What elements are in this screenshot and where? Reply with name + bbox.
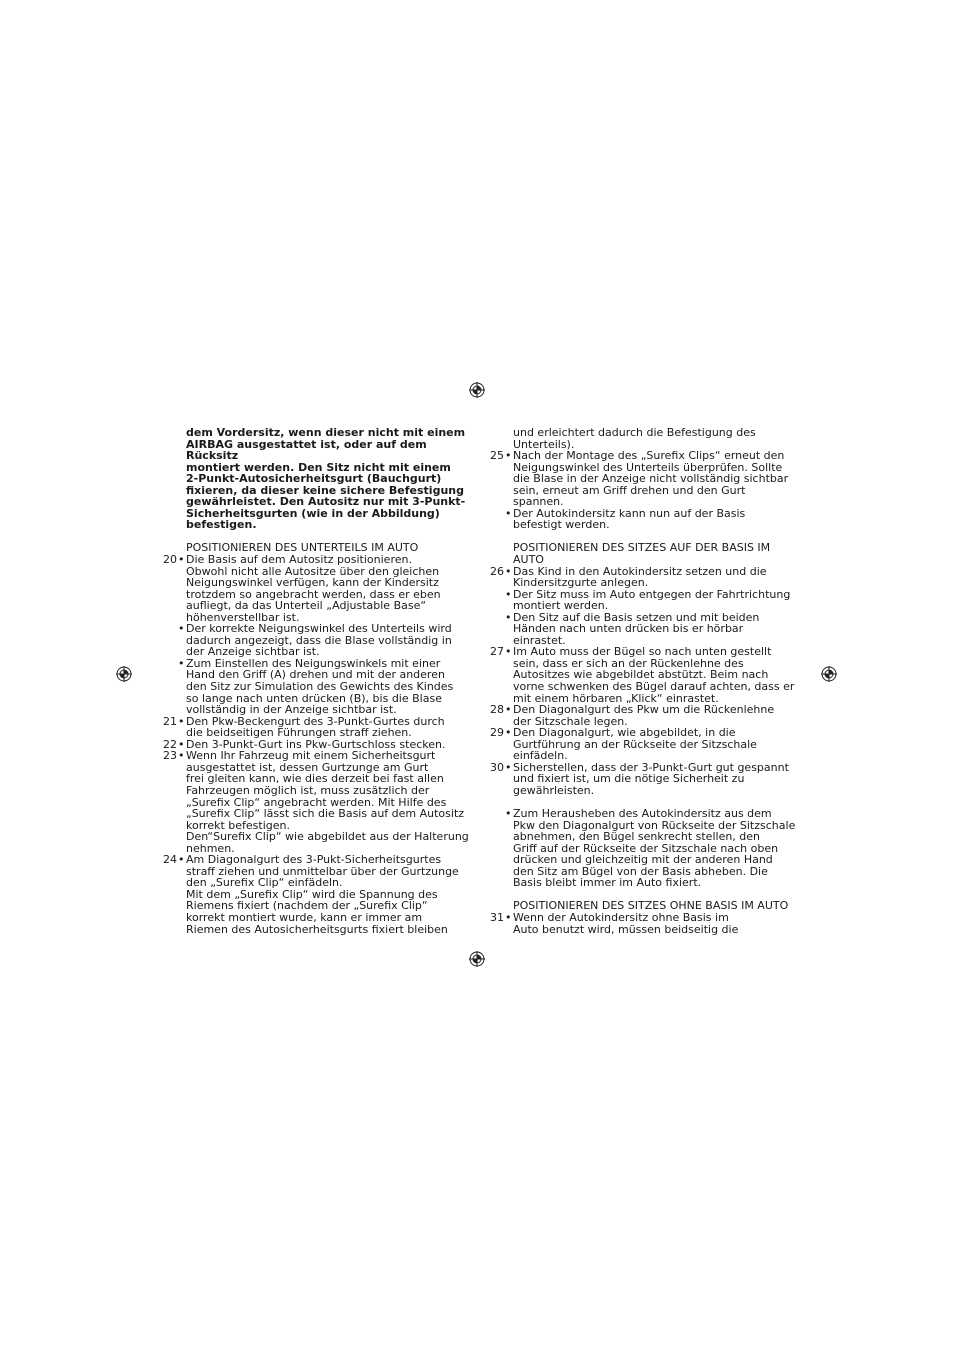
bullet-icon: •: [505, 449, 512, 463]
step-number: 31: [490, 910, 504, 924]
bullet-icon: •: [178, 749, 185, 763]
bullet-icon: •: [178, 656, 185, 670]
step-number: 27: [490, 645, 504, 659]
text-paragraph: [160, 716, 472, 739]
text-paragraph: [487, 912, 797, 935]
step-number: 22: [163, 737, 177, 751]
step-number: 20: [163, 553, 177, 567]
bullet-icon: •: [505, 807, 512, 821]
text-paragraph: [160, 854, 472, 935]
paragraph-text: POSITIONIEREN DES UNTERTEILS IM AUTO: [186, 541, 419, 555]
paragraph-text: Wenn der Autokindersitz ohne Basis im Auto benutzt wird, müssen beidseitig die: [513, 910, 739, 936]
bullet-icon: •: [505, 587, 512, 601]
text-paragraph: [160, 750, 472, 854]
right-text-column: [487, 427, 797, 935]
text-paragraph: [487, 566, 797, 589]
step-number: 21: [163, 714, 177, 728]
paragraph-text: Der korrekte Neigungswinkel des Unterteils wird dadurch angezeigt, dass die Blase vollständig in der Anzeige sichtbar ist.: [186, 622, 452, 659]
paragraph-text: Den Pkw-Beckengurt des 3-Punkt-Gurtes durch die beidseitigen Führungen straff ziehen.: [186, 714, 445, 740]
paragraph-text: Den 3-Punkt-Gurt ins Pkw-Gurtschloss stecken.: [186, 737, 446, 751]
paragraph-text: Sicherstellen, dass der 3-Punkt-Gurt gut gespannt und fixiert ist, um die nötige Sicherheit zu gewährleisten.: [513, 760, 789, 797]
text-paragraph: [487, 450, 797, 508]
step-number: 28: [490, 703, 504, 717]
text-paragraph: [487, 542, 797, 565]
paragraph-text: Wenn Ihr Fahrzeug mit einem Sicherheitsgurt ausgestattet ist, dessen Gurtzunge am Gurt frei gleiten kann, wie dies derzeit bei fast allen Fahrzeugen möglich ist, muss zusätzlich der „Surefix Clip“ angebracht werden. Mit Hilfe des „Surefix Clip“ lässt sich die Basis auf dem Autositz korrekt befestigen. Den“Surefix Clip“ wie abgebildet aus der Halterung nehmen.: [186, 749, 469, 855]
text-paragraph: [160, 554, 472, 623]
text-paragraph: [487, 808, 797, 889]
step-number: 25: [490, 449, 504, 463]
step-number: 30: [490, 760, 504, 774]
bullet-icon: •: [178, 622, 185, 636]
bullet-icon: •: [505, 564, 512, 578]
text-paragraph: [487, 727, 797, 762]
paragraph-text: Den Diagonalgurt, wie abgebildet, in die Gurtführung an der Rückseite der Sitzschale einfädeln.: [513, 726, 757, 763]
paragraph-text: Den Diagonalgurt des Pkw um die Rückenlehne der Sitzschale legen.: [513, 703, 775, 728]
text-paragraph: [487, 704, 797, 727]
text-paragraph: [160, 427, 472, 531]
text-paragraph: [487, 612, 797, 647]
bullet-icon: •: [178, 714, 185, 728]
registration-mark-icon: [469, 951, 485, 967]
paragraph-text: und erleichtert dadurch die Befestigung des Unterteils).: [513, 426, 756, 451]
paragraph-text: POSITIONIEREN DES SITZES OHNE BASIS IM AUTO: [513, 899, 789, 913]
paragraph-text: Zum Herausheben des Autokindersitz aus dem Pkw den Diagonalgurt von Rückseite der Sitzschale abnehmen, den Bügel senkrecht stellen, den Griff auf der Rückseite der Sitzschale nach oben drücken und gleichzeitig mit der anderen Hand den Sitz am Bügel von der Basis abheben. Die Basis bleibt immer im Auto fixiert.: [513, 807, 796, 890]
paragraph-text: Nach der Montage des „Surefix Clips“ erneut den Neigungswinkel des Unterteils überprüfen. Sollte die Blase in der Anzeige nicht vollständig sichtbar sein, erneut am Griff drehen und den Gurt spannen.: [513, 449, 789, 509]
paragraph-text: POSITIONIEREN DES SITZES AUF DER BASIS IM AUTO: [513, 541, 771, 567]
bullet-icon: •: [178, 737, 185, 751]
bullet-icon: •: [178, 553, 185, 567]
text-paragraph: [487, 508, 797, 531]
paragraph-text: Die Basis auf dem Autositz positionieren. Obwohl nicht alle Autositze über den gleichen Neigungswinkel verfügen, kann der Kindersitz trotzdem so angebracht werden, dass er eben aufliegt, da das Unterteil „Adjustable Base“ höhenverstellbar ist.: [186, 553, 441, 624]
step-number: 26: [490, 564, 504, 578]
text-paragraph: [487, 646, 797, 704]
bullet-icon: •: [505, 910, 512, 924]
paragraph-text: Zum Einstellen des Neigungswinkels mit einer Hand den Griff (A) drehen und mit der anderen den Sitz zur Simulation des Gewichts des Kindes so lange nach unten drücken (B), bis die Blase vollständig in der Anzeige sichtbar ist.: [186, 656, 454, 717]
left-text-column: [160, 427, 472, 935]
paragraph-text: Der Autokindersitz kann nun auf der Basis befestigt werden.: [513, 506, 746, 532]
bullet-icon: •: [505, 610, 512, 624]
bullet-icon: •: [505, 760, 512, 774]
bullet-icon: •: [505, 703, 512, 717]
paragraph-text: Im Auto muss der Bügel so nach unten gestellt sein, dass er sich an der Rückenlehne des Autositzes wie abgebildet abstützt. Beim nach vorne schwenken des Bügel darauf achten, dass er mit einem hörbaren „Klick“ einrastet.: [513, 645, 795, 705]
bullet-icon: •: [505, 645, 512, 659]
step-number: 29: [490, 726, 504, 740]
text-paragraph: [487, 589, 797, 612]
registration-mark-icon: [821, 666, 837, 682]
text-paragraph: [487, 762, 797, 797]
text-paragraph: [160, 658, 472, 716]
paragraph-text: Am Diagonalgurt des 3-Pukt-Sicherheitsgurtes straff ziehen und unmittelbar über der Gurtzunge den „Surefix Clip“ einfädeln. Mit dem „Surefix Clip“ wird die Spannung des Riemens fixiert (nachdem der „Surefix Clip“ korrekt montiert wurde, kann er immer am Riemen des Autosicherheitsgurts fixiert bleiben: [186, 853, 459, 936]
step-number: 24: [163, 853, 177, 867]
paragraph-text: dem Vordersitz, wenn dieser nicht mit einem AIRBAG ausgestattet ist, oder auf dem Rücksitz montiert werden. Den Sitz nicht mit einem 2-Punkt-Autosicherheitsgurt (Bauchgurt) fixieren, da dieser keine sichere Befestigung gewährleistet. Den Autositz nur mit 3-Punkt- Sicherheitsgurten (wie in der Abbildung) befestigen.: [186, 426, 466, 532]
registration-mark-icon: [116, 666, 132, 682]
bullet-icon: •: [505, 726, 512, 740]
bullet-icon: •: [178, 853, 185, 867]
registration-mark-icon: [469, 382, 485, 398]
paragraph-text: Den Sitz auf die Basis setzen und mit beiden Händen nach unten drücken bis er hörbar einrastet.: [513, 610, 760, 647]
text-paragraph: [160, 623, 472, 658]
text-paragraph: [487, 427, 797, 450]
bullet-icon: •: [505, 506, 512, 520]
step-number: 23: [163, 749, 177, 763]
paragraph-text: Der Sitz muss im Auto entgegen der Fahrtrichtung montiert werden.: [513, 587, 791, 613]
paragraph-text: Das Kind in den Autokindersitz setzen und die Kindersitzgurte anlegen.: [513, 564, 767, 590]
